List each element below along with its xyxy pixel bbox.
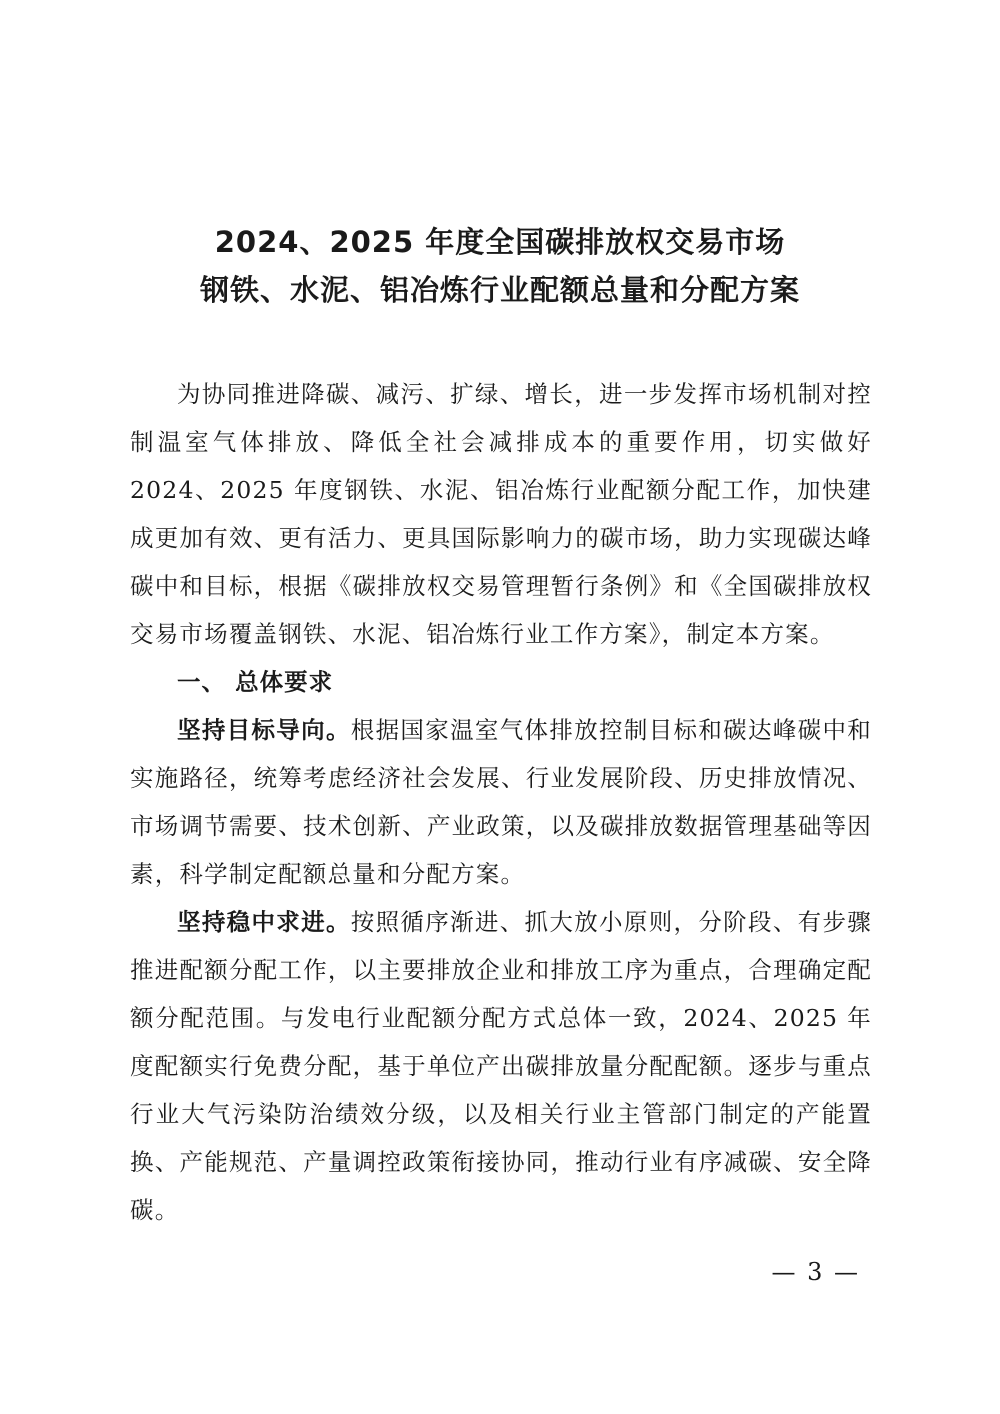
title-line-2: 钢铁、水泥、铝冶炼行业配额总量和分配方案 xyxy=(199,273,800,307)
document-title xyxy=(0,218,1000,314)
page-number: — 3 — xyxy=(771,1258,860,1286)
intro-paragraph: 为协同推进降碳、减污、扩绿、增长，进一步发挥市场机制对控制温室气体排放、降低全社会减排成本的重要作用，切实做好 2024、2025 年度钢铁、水泥、铝冶炼行业配额分配工作，加快建成更加有效、更有活力、更具国际影响力的碳市场，助力实现碳达峰碳中和目标，根据《碳排放权交易管理暂行条例》和《全国碳排放权交易市场覆盖钢铁、水泥、铝冶炼行业工作方案》，制定本方案。 xyxy=(130,380,872,648)
paragraph-lead: 坚持稳中求进。 xyxy=(177,908,351,936)
paragraph-text: 根据国家温室气体排放控制目标和碳达峰碳中和实施路径，统筹考虑经济社会发展、行业发展阶段、历史排放情况、市场调节需要、技术创新、产业政策，以及碳排放数据管理基础等因素，科学制定配额总量和分配方案。 xyxy=(130,716,872,888)
paragraph-text: 按照循序渐进、抓大放小原则，分阶段、有步骤推进配额分配工作，以主要排放企业和排放工序为重点，合理确定配额分配范围。与发电行业配额分配方式总体一致，2024、2025 年度配额实行免费分配，基于单位产出碳排放量分配配额。逐步与重点行业大气污染防治绩效分级，以及相关行业主管部门制定的产能置换、产能规范、产量调控政策衔接协同，推动行业有序减碳、安全降碳。 xyxy=(130,908,872,1224)
paragraph-goal-oriented xyxy=(130,706,872,898)
document-body xyxy=(130,370,872,1234)
section-heading-general-requirements: 一、 总体要求 xyxy=(177,668,334,696)
paragraph-steady-progress xyxy=(130,898,872,1234)
title-line-1: 2024、2025 年度全国碳排放权交易市场 xyxy=(214,225,786,259)
paragraph-lead: 坚持目标导向。 xyxy=(177,716,351,744)
